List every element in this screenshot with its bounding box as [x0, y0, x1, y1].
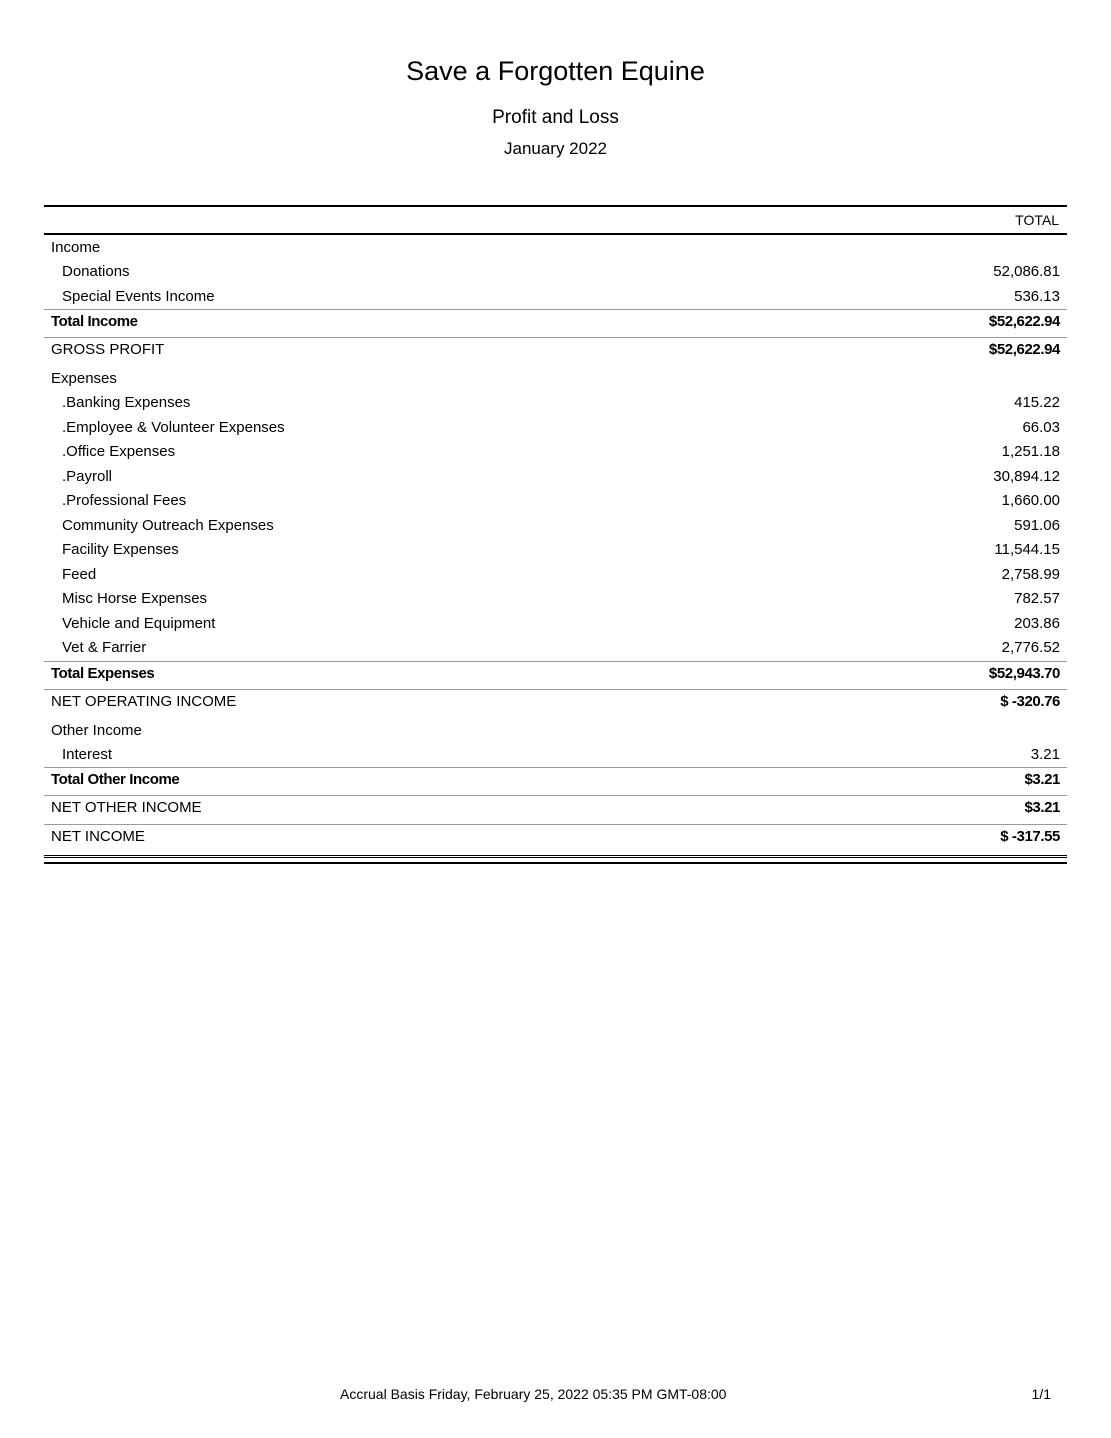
row-amount: 11,544.15 [994, 541, 1060, 558]
row-label: Feed [62, 565, 97, 583]
row-label: Vehicle and Equipment [62, 614, 216, 632]
row-amount: 52,086.81 [993, 263, 1060, 280]
row-amount: $52,622.94 [988, 341, 1060, 358]
line-item-row [44, 440, 1067, 465]
row-label: Income [51, 239, 101, 256]
row-amount: $ -320.76 [1000, 692, 1060, 710]
row-label: Total Expenses [51, 664, 155, 682]
row-amount: 1,251.18 [1001, 443, 1060, 460]
row-amount: 3.21 [1030, 745, 1060, 763]
row-amount: 536.13 [1014, 287, 1060, 305]
line-item-row [44, 587, 1067, 612]
row-amount: 782.57 [1014, 590, 1060, 607]
row-label: Vet & Farrier [62, 639, 147, 656]
line-item-row [44, 285, 1067, 310]
line-item-row [44, 636, 1067, 661]
summary-row [44, 795, 1067, 824]
total-row [44, 661, 1067, 689]
summary-row [44, 824, 1067, 853]
row-label: NET OPERATING INCOME [51, 692, 237, 710]
row-amount: 203.86 [1014, 614, 1060, 632]
line-item-row [44, 514, 1067, 539]
row-label: Other Income [51, 721, 142, 739]
row-label: Misc Horse Expenses [62, 590, 208, 607]
row-label: GROSS PROFIT [51, 341, 165, 358]
row-label: .Banking Expenses [62, 394, 191, 411]
row-label: Expenses [51, 370, 117, 387]
row-amount: 1,660.00 [1001, 492, 1060, 509]
row-label: Special Events Income [62, 287, 215, 305]
line-item-row [44, 260, 1067, 285]
table-body [44, 235, 1067, 853]
line-item-row [44, 465, 1067, 490]
report-footer: Accrual Basis Friday, February 25, 2022 05:35 PM GMT-08:00 [340, 1386, 727, 1402]
column-header [44, 207, 1067, 235]
row-amount: $3.21 [1024, 799, 1060, 816]
row-label: NET OTHER INCOME [51, 799, 202, 816]
total-row [44, 767, 1067, 795]
company-name: Save a Forgotten Equine [406, 56, 705, 86]
row-amount: 30,894.12 [993, 467, 1060, 485]
row-label: .Employee & Volunteer Expenses [62, 418, 285, 436]
row-amount: 2,776.52 [1001, 639, 1060, 656]
row-label: Community Outreach Expenses [62, 516, 274, 534]
page-number: 1/1 [1031, 1386, 1051, 1402]
row-amount: 2,758.99 [1001, 565, 1060, 583]
row-amount: $52,622.94 [988, 313, 1060, 330]
row-label: Interest [62, 745, 113, 763]
row-amount: $ -317.55 [1000, 828, 1060, 845]
line-item-row [44, 489, 1067, 514]
summary-row [44, 689, 1067, 718]
total-row [44, 309, 1067, 337]
report-period: January 2022 [503, 139, 608, 158]
row-label: Facility Expenses [62, 541, 179, 558]
line-item-row [44, 743, 1067, 768]
row-amount: 66.03 [1022, 418, 1060, 436]
row-amount: $52,943.70 [988, 664, 1060, 682]
section-row [44, 235, 1067, 260]
row-label: NET INCOME [51, 828, 145, 845]
row-amount: $3.21 [1024, 771, 1060, 788]
row-label: .Payroll [62, 467, 113, 485]
row-label: Total Other Income [51, 771, 180, 788]
row-amount: 591.06 [1014, 516, 1060, 534]
row-label: .Office Expenses [62, 443, 176, 460]
line-item-row [44, 612, 1067, 637]
summary-row [44, 337, 1067, 366]
row-label: .Professional Fees [62, 492, 187, 509]
section-row [44, 366, 1067, 391]
row-label: Total Income [51, 313, 138, 330]
line-item-row [44, 563, 1067, 588]
line-item-row [44, 538, 1067, 563]
row-amount: 415.22 [1014, 394, 1060, 411]
line-item-row [44, 416, 1067, 441]
report-title: Profit and Loss [492, 107, 619, 128]
total-column-label: TOTAL [1015, 212, 1059, 228]
profit-loss-table [44, 205, 1067, 864]
row-label: Donations [62, 263, 130, 280]
line-item-row [44, 391, 1067, 416]
section-row [44, 718, 1067, 743]
table-bottom-rule [44, 855, 1067, 864]
